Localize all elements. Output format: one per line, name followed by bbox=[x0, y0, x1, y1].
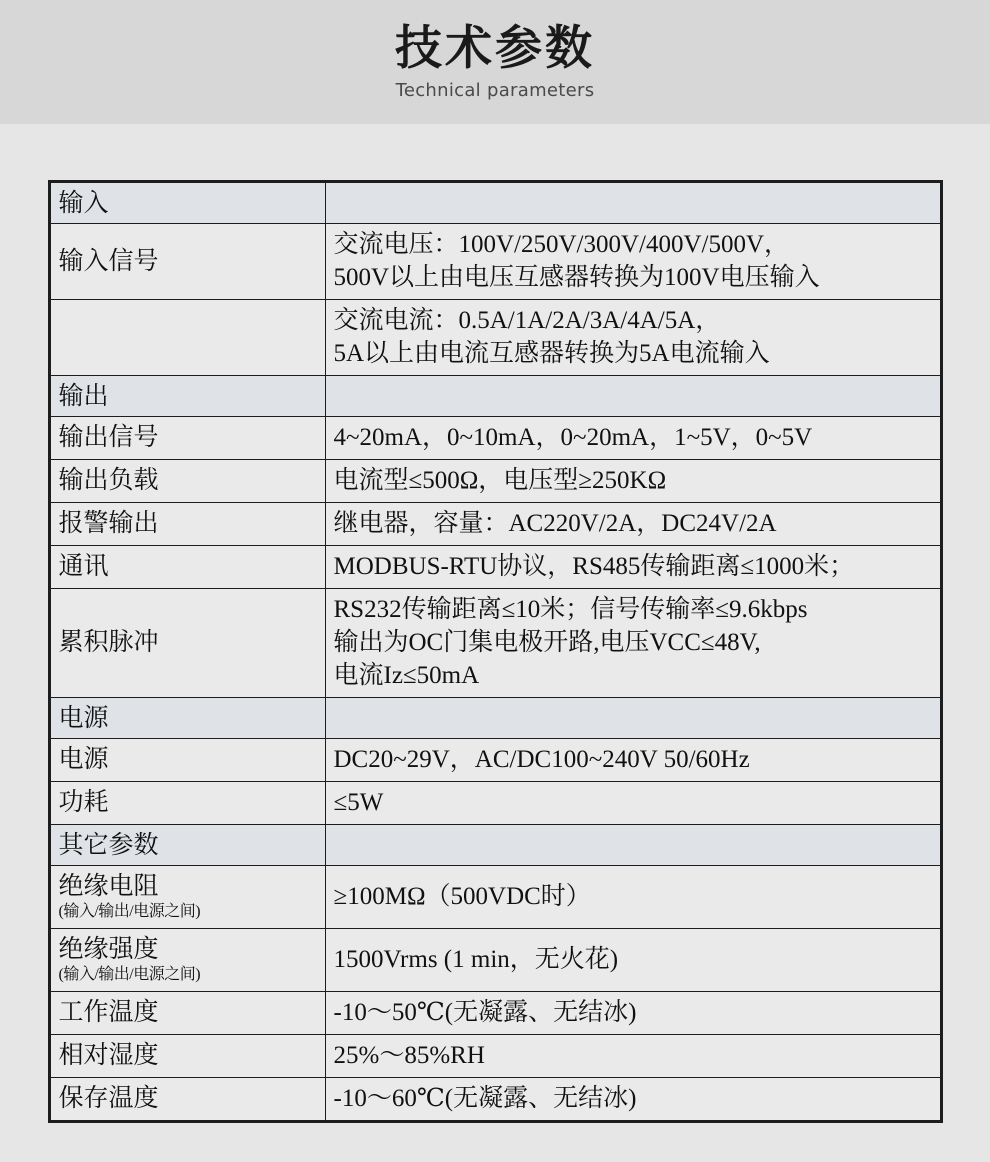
row-value-line1: 交流电压：100V/250V/300V/400V/500V， bbox=[333, 231, 790, 258]
row-value bbox=[325, 698, 941, 739]
row-label-main: 绝缘电阻 bbox=[58, 873, 159, 900]
row-value: 1500Vrms (1 min，无火花) bbox=[325, 929, 941, 992]
table-row bbox=[49, 698, 941, 739]
table-row bbox=[49, 929, 941, 992]
row-label: 工作温度 bbox=[49, 992, 325, 1035]
row-value: -10～60℃(无凝露、无结冰) bbox=[325, 1078, 941, 1122]
table-row bbox=[49, 182, 941, 224]
row-label: 电源 bbox=[49, 739, 325, 782]
page-body bbox=[0, 124, 990, 1123]
table-row bbox=[49, 224, 941, 300]
row-value: 电流型≤500Ω，电压型≥250KΩ bbox=[325, 460, 941, 503]
row-label: 电源 bbox=[49, 698, 325, 739]
table-row bbox=[49, 300, 941, 376]
row-value bbox=[325, 376, 941, 417]
row-value: -10～50℃(无凝露、无结冰) bbox=[325, 992, 941, 1035]
page-subtitle: Technical parameters bbox=[395, 80, 595, 101]
table-row bbox=[49, 376, 941, 417]
row-value-line2: 500V以上由电压互感器转换为100V电压输入 bbox=[333, 264, 820, 291]
row-value-line1: RS232传输距离≤10米；信号传输率≤9.6kbps bbox=[333, 596, 808, 623]
table-row bbox=[49, 417, 941, 460]
row-value bbox=[325, 224, 941, 300]
row-label: 相对湿度 bbox=[49, 1035, 325, 1078]
table-row bbox=[49, 739, 941, 782]
row-value-line1: 交流电流：0.5A/1A/2A/3A/4A/5A， bbox=[333, 307, 721, 334]
table-row bbox=[49, 782, 941, 825]
row-label: 输出负载 bbox=[49, 460, 325, 503]
row-value-line2: 输出为OC门集电极开路,电压VCC≤48V, bbox=[333, 629, 761, 656]
row-label: 报警输出 bbox=[49, 503, 325, 546]
row-value: ≤5W bbox=[325, 782, 941, 825]
row-label: 输出 bbox=[49, 376, 325, 417]
row-label: 输出信号 bbox=[49, 417, 325, 460]
table-row bbox=[49, 1078, 941, 1122]
row-value bbox=[325, 182, 941, 224]
technical-parameters-table bbox=[48, 180, 943, 1123]
page-title: 技术参数 bbox=[395, 21, 595, 74]
row-value bbox=[325, 300, 941, 376]
row-label: 输入信号 bbox=[49, 224, 325, 300]
table-row bbox=[49, 992, 941, 1035]
row-label-main: 绝缘强度 bbox=[58, 936, 159, 963]
table-row bbox=[49, 589, 941, 698]
page-header bbox=[0, 0, 990, 124]
row-value bbox=[325, 589, 941, 698]
row-label bbox=[49, 866, 325, 929]
table-row bbox=[49, 825, 941, 866]
table-row bbox=[49, 1035, 941, 1078]
row-label bbox=[49, 300, 325, 376]
row-value: DC20~29V，AC/DC100~240V 50/60Hz bbox=[325, 739, 941, 782]
row-label: 累积脉冲 bbox=[49, 589, 325, 698]
row-value: 继电器，容量：AC220V/2A，DC24V/2A bbox=[325, 503, 941, 546]
row-label-sub: (输入/输出/电源之间) bbox=[58, 903, 201, 920]
table-row bbox=[49, 460, 941, 503]
table-row bbox=[49, 503, 941, 546]
row-label bbox=[49, 929, 325, 992]
row-value bbox=[325, 825, 941, 866]
row-value: 4~20mA，0~10mA，0~20mA，1~5V，0~5V bbox=[325, 417, 941, 460]
row-value: 25%～85%RH bbox=[325, 1035, 941, 1078]
row-value: ≥100MΩ（500VDC时） bbox=[325, 866, 941, 929]
table-row bbox=[49, 546, 941, 589]
row-value: MODBUS-RTU协议，RS485传输距离≤1000米； bbox=[325, 546, 941, 589]
row-label: 功耗 bbox=[49, 782, 325, 825]
row-value-line2: 5A以上由电流互感器转换为5A电流输入 bbox=[333, 340, 770, 367]
row-label: 保存温度 bbox=[49, 1078, 325, 1122]
row-value-line3: 电流Iz≤50mA bbox=[333, 662, 480, 689]
table-row bbox=[49, 866, 941, 929]
row-label-sub: (输入/输出/电源之间) bbox=[58, 966, 201, 983]
row-label: 通讯 bbox=[49, 546, 325, 589]
table-body bbox=[49, 182, 941, 1122]
row-label: 其它参数 bbox=[49, 825, 325, 866]
row-label: 输入 bbox=[49, 182, 325, 224]
